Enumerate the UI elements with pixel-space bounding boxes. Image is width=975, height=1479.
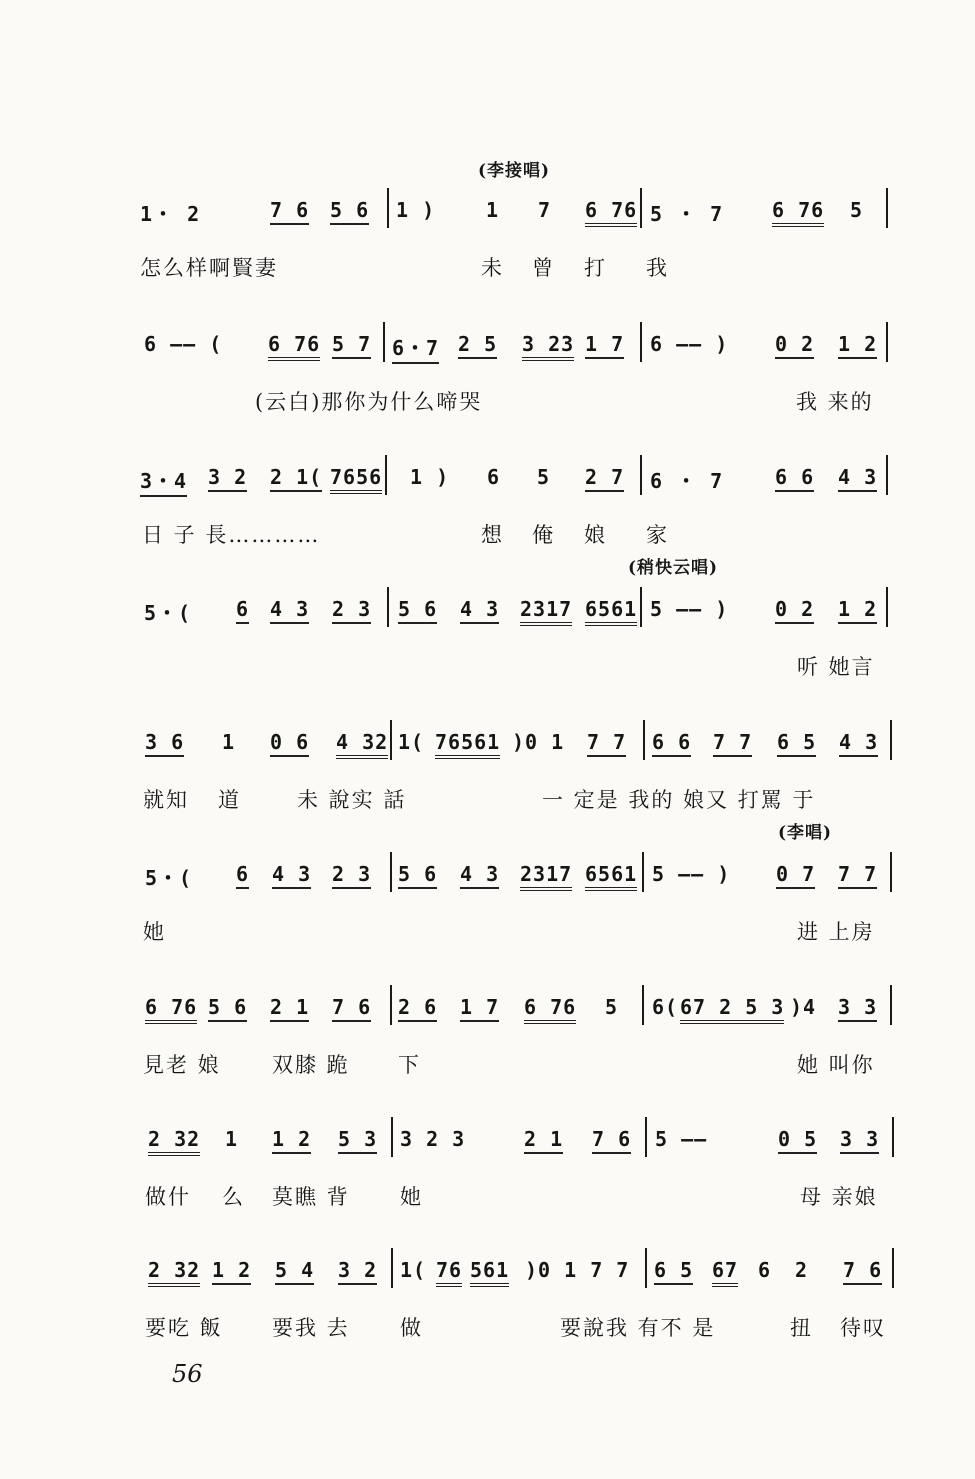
note-group: 2317 bbox=[520, 597, 572, 626]
note-group: 6 5 bbox=[777, 730, 816, 757]
lyric-text: 扭 bbox=[790, 1316, 813, 1340]
note-group: 3 23 bbox=[522, 332, 574, 361]
bar-line bbox=[390, 852, 392, 892]
bar-line bbox=[886, 188, 888, 228]
note-group: 6 bbox=[236, 597, 249, 624]
note-group: 6 bbox=[236, 862, 249, 889]
note-group: 0 2 bbox=[775, 597, 814, 624]
note-group: 4 3 bbox=[272, 862, 311, 889]
lyric-text: 我 来的 bbox=[796, 390, 874, 414]
note-group: 2 6 bbox=[398, 995, 437, 1022]
bar-line bbox=[886, 587, 888, 627]
lyric-text: 打 bbox=[584, 256, 607, 280]
note-group: 7 6 bbox=[843, 1258, 882, 1285]
note-group: 5 bbox=[537, 465, 551, 489]
note-group: 5 —— ) bbox=[652, 862, 731, 886]
lyric-text: (云白)那你为什么啼哭 bbox=[255, 390, 483, 414]
bar-line bbox=[391, 1248, 393, 1288]
bar-line bbox=[642, 852, 644, 892]
note-group: 6 —— ) bbox=[650, 332, 729, 356]
note-group: 5 —— bbox=[655, 1127, 708, 1151]
bar-line bbox=[886, 455, 888, 495]
lyric-text: 道 bbox=[218, 788, 241, 812]
lyric-text: 待叹 bbox=[840, 1316, 886, 1340]
note-group: 4 3 bbox=[460, 862, 499, 889]
bar-line bbox=[383, 322, 385, 362]
note-group: 6 76 bbox=[524, 995, 576, 1024]
note-group: 3 2 3 bbox=[400, 1127, 466, 1151]
note-group: 5 6 bbox=[330, 198, 369, 225]
note-group: 5 6 bbox=[398, 597, 437, 624]
note-group: 0 7 bbox=[776, 862, 815, 889]
note-group: 2 3 bbox=[332, 862, 371, 889]
lyric-text: 母 亲娘 bbox=[800, 1185, 878, 1209]
bar-line bbox=[890, 985, 892, 1025]
lyric-text: 进 上房 bbox=[797, 920, 875, 944]
bar-line bbox=[385, 455, 387, 495]
performance-note: (李唱) bbox=[778, 823, 833, 843]
lyric-text: 她 叫你 bbox=[797, 1053, 875, 1077]
note-group: 5 3 bbox=[338, 1127, 377, 1154]
performance-note: (李接唱) bbox=[478, 161, 551, 181]
lyric-text: 未 說实 話 bbox=[297, 788, 407, 812]
music-system bbox=[0, 995, 975, 1115]
lyric-text: 未 bbox=[481, 256, 504, 280]
note-group: 4 32 bbox=[336, 730, 388, 759]
note-group: 6 5 bbox=[654, 1258, 693, 1285]
note-group: 7 7 bbox=[713, 730, 752, 757]
note-group: 5 6 bbox=[398, 862, 437, 889]
note-group: 1・ 2 bbox=[140, 202, 201, 226]
note-group: 5 6 bbox=[208, 995, 247, 1022]
lyric-text: 就知 bbox=[143, 788, 189, 812]
note-group: 2 3 bbox=[332, 597, 371, 624]
note-group: 3・4 bbox=[140, 465, 187, 497]
note-group: 6 76 bbox=[585, 198, 637, 227]
lyric-text: 她 bbox=[400, 1185, 423, 1209]
lyric-text: 日 子 長………… bbox=[142, 523, 321, 547]
note-group: 76561 bbox=[435, 730, 500, 759]
note-group: 2 32 bbox=[148, 1127, 200, 1156]
lyric-text: 俺 bbox=[532, 523, 555, 547]
note-group: 1 2 bbox=[838, 332, 877, 359]
bar-line bbox=[640, 188, 642, 228]
note-group: 6 76 bbox=[268, 332, 320, 361]
note-group: 6 6 bbox=[652, 730, 691, 757]
bar-line bbox=[387, 587, 389, 627]
note-group: 2 7 bbox=[585, 465, 624, 492]
note-group: 1 2 bbox=[212, 1258, 251, 1285]
note-group: 6 bbox=[487, 465, 501, 489]
lyric-text: 想 bbox=[481, 523, 504, 547]
lyric-text: 怎么样啊賢妻 bbox=[140, 256, 278, 280]
lyric-text: 要說我 有不 是 bbox=[560, 1316, 716, 1340]
note-group: 76 bbox=[436, 1258, 462, 1287]
note-group: 2 1 bbox=[524, 1127, 563, 1154]
note-group: 1( bbox=[400, 1258, 427, 1282]
lyric-text: 娘 bbox=[584, 523, 607, 547]
note-group: 4 3 bbox=[460, 597, 499, 624]
music-system bbox=[0, 465, 975, 585]
note-group: 0 6 bbox=[270, 730, 309, 757]
note-group: 1 7 bbox=[585, 332, 624, 359]
note-group: 3 2 bbox=[208, 465, 247, 492]
note-group: 2 1 bbox=[270, 995, 309, 1022]
bar-line bbox=[640, 587, 642, 627]
note-group: )4 bbox=[790, 995, 817, 1019]
note-group: 1 2 bbox=[272, 1127, 311, 1154]
bar-line bbox=[390, 985, 392, 1025]
bar-line bbox=[390, 720, 392, 760]
music-system bbox=[0, 730, 975, 850]
note-group: 2 bbox=[795, 1258, 809, 1282]
note-group: 6 bbox=[758, 1258, 772, 1282]
lyric-text: 做 bbox=[400, 1316, 423, 1340]
note-group: 0 2 bbox=[775, 332, 814, 359]
note-group: 7 bbox=[538, 198, 552, 222]
lyric-text: 下 bbox=[398, 1053, 421, 1077]
note-group: 5 7 bbox=[332, 332, 371, 359]
note-group: 5 ・ 7 bbox=[650, 202, 724, 226]
bar-line bbox=[892, 1117, 894, 1157]
note-group: 7656 bbox=[330, 465, 382, 494]
bar-line bbox=[645, 1117, 647, 1157]
note-group: 4 3 bbox=[838, 465, 877, 492]
lyric-text: 双膝 跪 bbox=[272, 1053, 350, 1077]
note-group: 2317 bbox=[520, 862, 572, 891]
lyric-text: 要我 去 bbox=[272, 1316, 350, 1340]
note-group: 4 3 bbox=[270, 597, 309, 624]
note-group: 4 3 bbox=[839, 730, 878, 757]
music-system bbox=[0, 1258, 975, 1378]
note-group: 5 bbox=[605, 995, 619, 1019]
note-group: )0 1 7 7 bbox=[525, 1258, 630, 1282]
bar-line bbox=[391, 1117, 393, 1157]
note-group: 2 5 bbox=[458, 332, 497, 359]
lyric-text: 么 bbox=[222, 1185, 245, 1209]
note-group: 0 5 bbox=[778, 1127, 817, 1154]
lyric-text: 見老 娘 bbox=[143, 1053, 221, 1077]
note-group: 6 —— ( bbox=[144, 332, 223, 356]
music-system bbox=[0, 862, 975, 982]
bar-line bbox=[890, 720, 892, 760]
note-group: 1 2 bbox=[838, 597, 877, 624]
lyric-text: 做什 bbox=[145, 1185, 191, 1209]
bar-line bbox=[643, 720, 645, 760]
music-system bbox=[0, 332, 975, 452]
note-group: 1 ) bbox=[396, 198, 436, 222]
note-group: 3 2 bbox=[338, 1258, 377, 1285]
note-group: 1( bbox=[398, 730, 425, 754]
bar-line bbox=[387, 188, 389, 228]
note-group: 1 ) bbox=[410, 465, 450, 489]
lyric-text: 听 她言 bbox=[797, 655, 875, 679]
note-group: 6 ・ 7 bbox=[650, 469, 724, 493]
lyric-text: 莫瞧 背 bbox=[272, 1185, 350, 1209]
note-group: 3 3 bbox=[838, 995, 877, 1022]
bar-line bbox=[642, 985, 644, 1025]
note-group: 1 bbox=[486, 198, 500, 222]
note-group: 1 bbox=[222, 730, 236, 754]
lyric-text: 我 bbox=[646, 256, 669, 280]
note-group: 67 2 5 3 bbox=[680, 995, 784, 1024]
page-number: 56 bbox=[172, 1360, 203, 1388]
bar-line bbox=[645, 1248, 647, 1288]
bar-line bbox=[886, 322, 888, 362]
note-group: 7 6 bbox=[332, 995, 371, 1022]
note-group: 7 7 bbox=[838, 862, 877, 889]
note-group: 5 bbox=[850, 198, 864, 222]
note-group: )0 1 bbox=[512, 730, 565, 754]
note-group: 5・( bbox=[144, 601, 192, 625]
note-group: 1 7 bbox=[460, 995, 499, 1022]
note-group: 6 6 bbox=[775, 465, 814, 492]
note-group: 3 6 bbox=[145, 730, 184, 757]
note-group: 5 4 bbox=[275, 1258, 314, 1285]
bar-line bbox=[640, 322, 642, 362]
music-system bbox=[0, 198, 975, 318]
note-group: 6561 bbox=[585, 862, 637, 891]
note-group: 6( bbox=[652, 995, 679, 1019]
note-group: 2 32 bbox=[148, 1258, 200, 1287]
note-group: 2 1( bbox=[270, 465, 322, 492]
note-group: 7 6 bbox=[270, 198, 309, 225]
lyric-text: 她 bbox=[143, 920, 166, 944]
note-group: 67 bbox=[712, 1258, 738, 1287]
note-group: 6・7 bbox=[392, 332, 439, 364]
note-group: 561 bbox=[470, 1258, 509, 1287]
note-group: 1 bbox=[225, 1127, 239, 1151]
note-group: 5・( bbox=[145, 866, 193, 890]
note-group: 7 6 bbox=[592, 1127, 631, 1154]
music-system bbox=[0, 1127, 975, 1247]
lyric-text: 要吃 飯 bbox=[145, 1316, 223, 1340]
note-group: 6561 bbox=[585, 597, 637, 626]
note-group: 7 7 bbox=[587, 730, 626, 757]
lyric-text: 家 bbox=[646, 523, 669, 547]
note-group: 3 3 bbox=[840, 1127, 879, 1154]
lyric-text: 曾 bbox=[532, 256, 555, 280]
note-group: 6 76 bbox=[145, 995, 197, 1024]
bar-line bbox=[640, 455, 642, 495]
note-group: 5 —— ) bbox=[650, 597, 729, 621]
bar-line bbox=[890, 852, 892, 892]
bar-line bbox=[892, 1248, 894, 1288]
performance-note: (稍快云唱) bbox=[628, 558, 719, 578]
note-group: 6 76 bbox=[772, 198, 824, 227]
music-system bbox=[0, 597, 975, 717]
lyric-text: 一 定是 我的 娘又 打罵 于 bbox=[542, 788, 816, 812]
